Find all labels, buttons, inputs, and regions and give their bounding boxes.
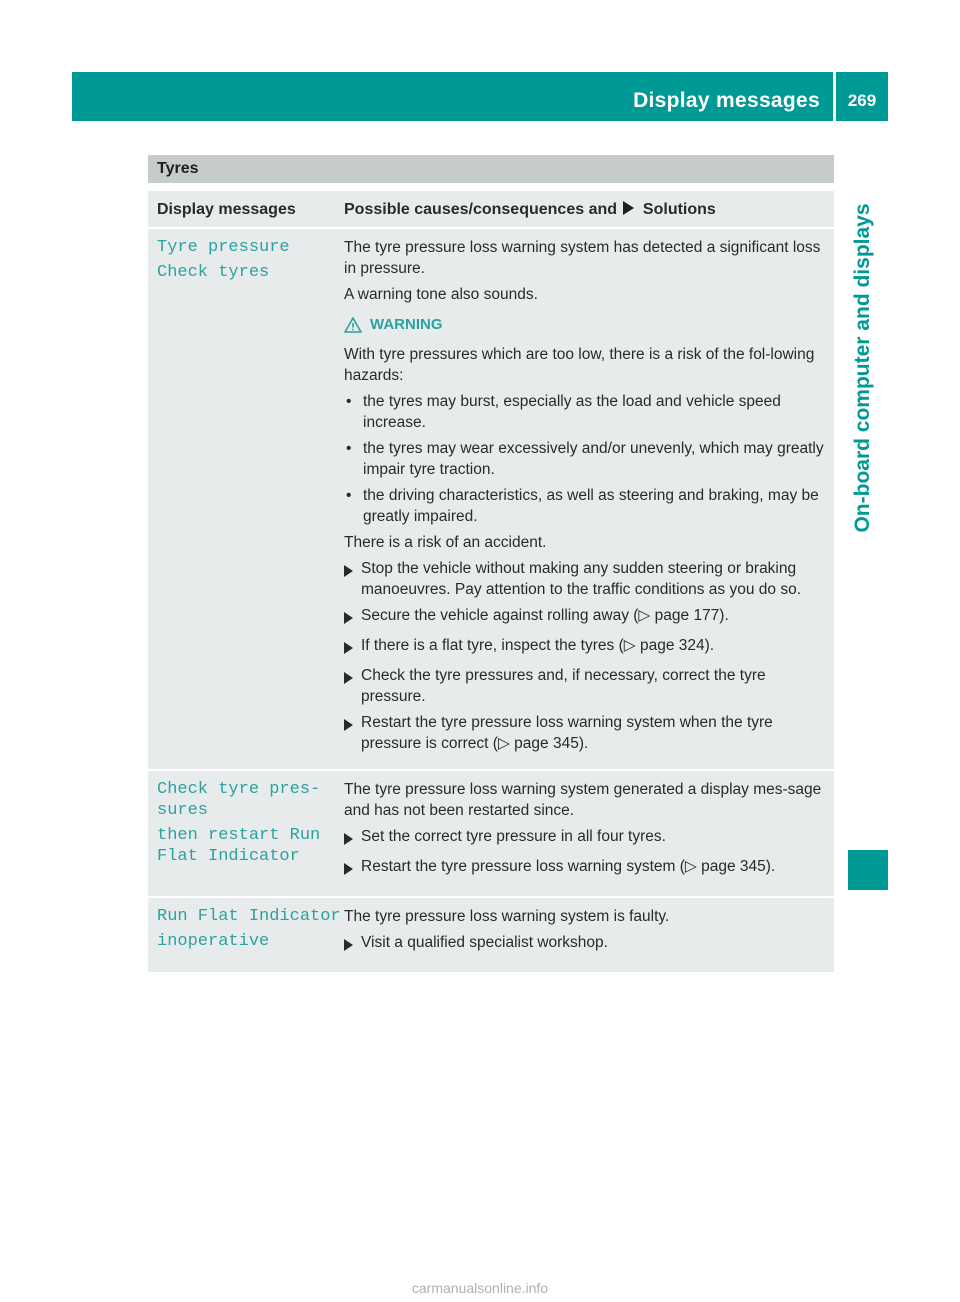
- warning-label: WARNING: [370, 316, 443, 333]
- causes-cell: [344, 898, 834, 972]
- table-row: [148, 229, 834, 771]
- warning-heading: [344, 314, 828, 335]
- footer-watermark: carmanualsonline.info: [411, 1280, 549, 1296]
- step-text: Visit a qualified specialist workshop.: [361, 934, 608, 951]
- column-header-display-messages: Display messages: [157, 201, 296, 218]
- solution-step: [344, 558, 828, 600]
- display-message-line: Run Flat Indicator: [157, 907, 341, 926]
- cause-text: The tyre pressure loss warning system has detected a significant loss in pressure.: [344, 239, 821, 277]
- step-arrow-icon: [344, 712, 361, 754]
- step-text: Restart the tyre pressure loss warning system when the tyre pressure is correct (▷ page 345).: [361, 714, 773, 752]
- hazard-text: the tyres may wear excessively and/or unevenly, which may greatly impair tyre traction.: [363, 440, 824, 478]
- cause-text: A warning tone also sounds.: [344, 286, 538, 303]
- display-message-cell: [148, 771, 344, 896]
- display-message-cell: [148, 898, 344, 972]
- hazard-bullet: [344, 391, 828, 433]
- hazard-text: the driving characteristics, as well as steering and braking, may be greatly impaired.: [363, 487, 819, 525]
- step-arrow-icon: [344, 558, 361, 600]
- solution-arrow-icon: [623, 201, 634, 215]
- cause-text: The tyre pressure loss warning system is faulty.: [344, 908, 670, 925]
- display-messages-table: [148, 155, 834, 974]
- causes-cell: [344, 771, 834, 896]
- section-title: Tyres: [148, 155, 834, 183]
- side-tab: [846, 158, 880, 578]
- bullet-dot-icon: •: [346, 440, 352, 457]
- table-row: [148, 771, 834, 898]
- step-arrow-icon: [344, 826, 361, 851]
- column-header-causes-label: Possible causes/consequences and: [344, 201, 618, 218]
- step-arrow-icon: [344, 665, 361, 707]
- causes-cell: [344, 229, 834, 769]
- step-arrow-icon: [344, 856, 361, 881]
- risk-text: There is a risk of an accident.: [344, 534, 547, 551]
- solution-step: [344, 856, 828, 881]
- cause-text: The tyre pressure loss warning system generated a display mes-sage and has not been restarted since.: [344, 781, 822, 819]
- solution-step: [344, 665, 828, 707]
- step-text: Secure the vehicle against rolling away (▷ page 177).: [361, 607, 729, 624]
- hazard-bullet: [344, 438, 828, 480]
- side-tab-label: On-board computer and displays: [851, 203, 874, 533]
- step-text: Set the correct tyre pressure in all four tyres.: [361, 828, 666, 845]
- display-message-line: Tyre pressure: [157, 238, 290, 257]
- column-header-solutions-label: Solutions: [642, 201, 716, 218]
- column-header-causes: [344, 191, 834, 227]
- display-message-line: Check tyres: [157, 263, 270, 282]
- hazard-bullet: [344, 485, 828, 527]
- page-number: 269: [847, 91, 877, 110]
- solution-step: [344, 635, 828, 660]
- bullet-dot-icon: •: [346, 393, 352, 410]
- solution-step: [344, 826, 828, 851]
- bullet-dot-icon: •: [346, 487, 352, 504]
- step-text: Restart the tyre pressure loss warning system (▷ page 345).: [361, 858, 776, 875]
- solution-step: [344, 605, 828, 630]
- side-tab-marker: [848, 850, 888, 890]
- step-arrow-icon: [344, 635, 361, 660]
- display-message-line: then restart Run Flat Indicator: [157, 826, 321, 866]
- display-message-cell: [148, 229, 344, 769]
- hazard-text: the tyres may burst, especially as the load and vehicle speed increase.: [363, 393, 781, 431]
- table-header-row: [148, 191, 834, 229]
- step-arrow-icon: [344, 605, 361, 630]
- header-title: Display messages: [633, 89, 820, 112]
- table-row: [148, 898, 834, 974]
- step-arrow-icon: [344, 932, 361, 957]
- step-text: Check the tyre pressures and, if necessary, correct the tyre pressure.: [361, 667, 766, 705]
- display-message-line: inoperative: [157, 932, 270, 951]
- page-header: [72, 72, 888, 121]
- warning-text: With tyre pressures which are too low, there is a risk of the fol-lowing hazards:: [344, 346, 815, 384]
- step-text: If there is a flat tyre, inspect the tyres (▷ page 324).: [361, 637, 715, 654]
- step-text: Stop the vehicle without making any sudden steering or braking manoeuvres. Pay attention to the traffic conditions as you do so.: [361, 560, 802, 598]
- solution-step: [344, 932, 828, 957]
- solution-step: [344, 712, 828, 754]
- display-message-line: Check tyre pres‐ sures: [157, 780, 321, 820]
- warning-triangle-icon: [344, 317, 362, 333]
